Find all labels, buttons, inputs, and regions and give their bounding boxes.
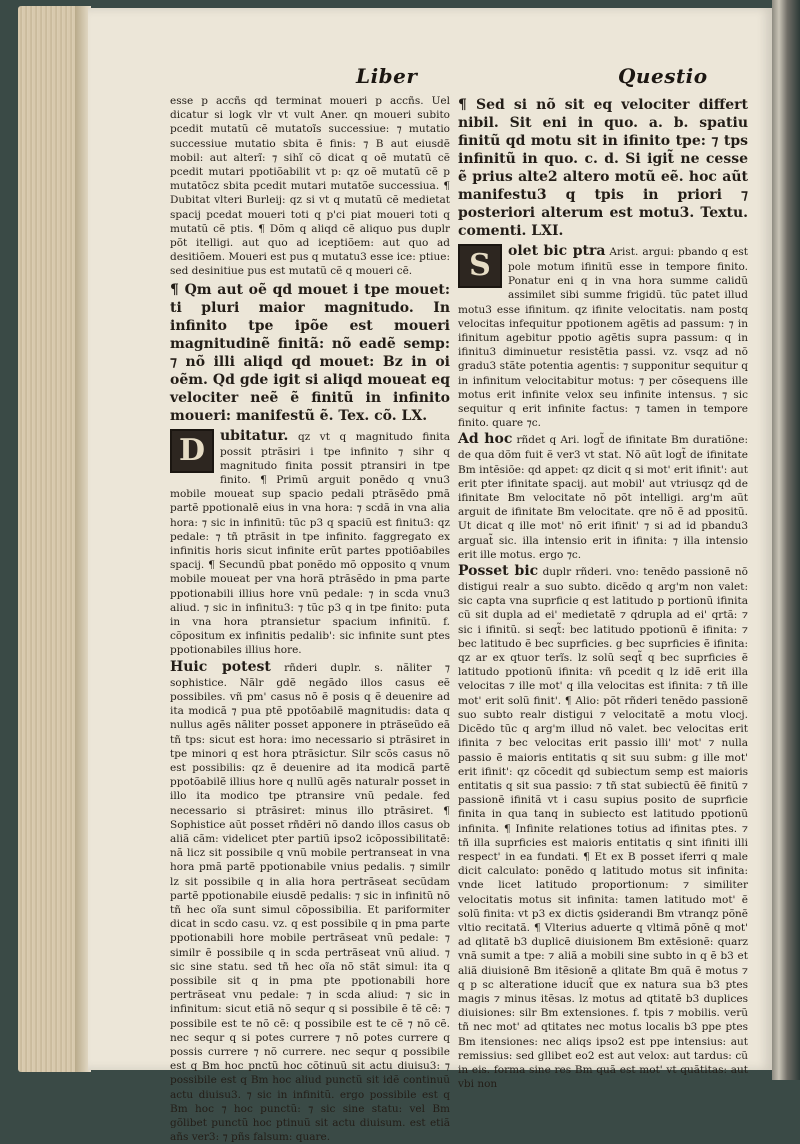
paragraph-text: Arist. argui: pbando q est pole motum ifinitũ esse in tempore finito. Ponatur eni q in vna hora summe calidũ assimilet sibi summe frigidũ. tũc patet illud motu3 esse ifinitum. qz ifinite velocitatis. nam postq velocitas infequitur ppotionem agẽtis ad passum: ⁊ in ifinitum agebitur ppotio agẽtis supra passum: q in ifinitu3 diminuetur resistẽtia passi. vz. vsqz ad nõ gradu3 stãte potentia agentis: ⁊ supponitur sequitur q in infinitum velocitabitur motus: ⁊ per cõsequens ille motus erit infinite velox seu infinite intensus. ⁊ sic sequitur q erit infinite factus: ⁊ tamen in tempore finito. quare ⁊c.: [458, 246, 748, 430]
section-heading: olet bic ptra: [508, 243, 606, 259]
lemma-heading: ¶ Qm aut oẽ qd mouet i tpe mouet: ti pluri maior magnitudo. In infinito tpe ipõe est moueri magnitudinẽ finitã: nõ eadẽ semp: ⁊ nõ illi aliqd qd mouet: Bz in oi oẽm. Qd gde igit si aliqd moueat eq velociter neẽ ẽ finitũ in infinito moueri: manifestũ ẽ. Tex. cõ. LX.: [170, 281, 450, 424]
running-head-right: Questio: [618, 64, 708, 88]
paragraph: [170, 658, 450, 1144]
decorated-initial: S: [458, 244, 502, 288]
paragraph: [458, 430, 748, 562]
paragraph-text: qz vt q magnitudo finita possit ptrãsiri i tpe infinito ⁊ sihr q magnitudo finita possit ptransiri in tpe finito. ¶ Primũ arguit ponẽdo q vnu3 mobile moueat sup spacio pedali ptrãsẽdo pmã partẽ ppotionalẽ eius in vna hora: ⁊ scdã in vna alia hora: ⁊ sic in infinitũ: tũc p3 q spaciũ est finitu3: qz pedale: ⁊ tñ ptrãsit in tpe infinito. faggregato ex infinitis horis sicut infinite erũt partes ppotiõabiles spacij. ¶ Secundũ pbat ponẽdo mõ opposito q vnum mobile moueat per vna horã ptrãsẽdo in pma parte ppotionabili illius hore vnũ pedale: ⁊ in scda vnu3 aliud. ⁊ sic in infinitu3: ⁊ tũc p3 q in tpe finito: puta in vna hora ptransietur spacium infinitũ. f. cõpositum ex infinitis pedalib': sic infinite sunt ptes ppotionabiles illius hore.: [170, 430, 451, 657]
left-column: [170, 94, 451, 1144]
right-column: [458, 94, 748, 1091]
section-heading: ubitatur.: [220, 427, 289, 444]
page-edges: [18, 6, 83, 1072]
book-page: [88, 8, 772, 1144]
running-head-left: Liber: [356, 64, 418, 88]
paragraph-text: duplr rñderi. vno: tenẽdo passionẽ nõ distigui realr a suo subto. dicẽdo q arg'm non valet: sic capta vna suprficie q est latitudo p portionũ ifinita cũ sit dupla ad ei' medietatẽ ⁊ qdrupla ad ei' qrtã: ⁊ sic i ifinitũ. si seqt̃: bec latitudo ppotionũ ẽ ifinita: ⁊ bec latitudo ẽ bec suprficies. g bec suprficies ẽ ifinita: qz ar ex qtuor terĩs. lz solũ seqt̃ q bec suprficies ẽ latitudo ppotionũ ifinita: vñ pcedit q lz idẽ erit illa velocitas ⁊ ille mot' q illa velocitas est ifinita: ⁊ tñ ille mot' erit solũ finit'. ¶ Alio: põt rñderi tenẽdo passionẽ suo subto realr distigui ⁊ velocitatẽ a motu vlocj. Dicẽdo tũc q arg'm illud nõ valet. bec velocitas erit ifinita ⁊ bec velocitas erit passio illi' mot' ⁊ nulla passio ẽ maioris entitatis q sit suu subm: g ille mot' erit ifinit': qz cõcedit qd subiectum semp est maioris entitatis q sit sua passio: ⁊ tñ stat subiectũ ẽẽ finitũ ⁊ passionẽ ifinitã vt i casu supius posito de suprficie finita in qua tanq in subiecto est latitudo ppotionũ infinita. ¶ Infinite relationes totius ad ifinitas ptes. ⁊ tñ illa suprficies est maioris entitatis q sint ifiniti illi respect' in ea fundati. ¶ Et ex B posset iferri q male dicit calculato: ponẽdo q latitudo motus sit infinita: vnde licet latitudo proportionum: ⁊ similiter velocitatis motus sit infinita: tamen latitudo mot' ẽ solũ finita: vt p3 ex dictis ꝯsiderandi Bm vtranqz põnẽ vltio recitatã. ¶ Vlterius aduerte q vltimã põnẽ q mot' ad qlitatẽ b3 duplicẽ diuisionem Bm extẽsionẽ: quarz vnã sumit a tpe: ⁊ aliã a mobili sine subto in q ẽ b3 et aliã diuisionẽ Bm itẽsionẽ a qlitate Bm quã ẽ motus ⁊ q p sc alteratione iducit̃ que ex natura sua b3 ptes magis ⁊ minus itẽsas. lz motus ad qtitatẽ b3 duplices diuisiones: silr Bm extensiones. f. tpis ⁊ mobilis. verũ tñ nec mot' ad qtitates nec motus localis b3 ppe ptes Bm itensiones: nec aliqs ipso2 est ppe intensius: aut remissius: sed gllibet eo2 est aut velox: aut tardus: cũ in eis. forma sine res Bm quã est mot' vt quãtitas: aut vbi non: [458, 566, 748, 1091]
section-heading: Huic potest: [170, 658, 271, 675]
paragraph-text: rñdet q Ari. logt̃ de ifinitate Bm duratiõne: de qua dõm fuit ẽ ver3 vt stat. Nõ aũt logt̃ de ifinitate Bm intẽsiõe: qd appet: qz dicit q si mot' erit ifinit': aut erit pter ifinitate spacij. aut mobil' aut vtriusqz qd de ifinitate Bm velocitate nõ põt intelligi. arg'm aũt arguit de ifinitate Bm velocitate. qre nõ ẽ ad ppositũ. Ut dicat q ille mot' nõ erit ifinit' ⁊ si ad id pbandu3 arguat̃ sic. illa intensio erit in ifinita: ⁊ illa intensio erit ille motus. ergo ⁊c.: [458, 434, 748, 561]
paragraph-text: rñderi duplr. s. nãliter ⁊ sophistice. Nãlr gdẽ negãdo illos casus eẽ possibiles. vñ pm' casus nõ ẽ posis q ẽ deuenire ad ita modicã ⁊ pua ptẽ ppotõabilẽ magnitudis: data q nullus agẽs nãliter posset apponere in ptrãseũdo eã tñ tps: sicut est hora: imo necessario si ptrãsiret in tpe minori q est hora ptrãsictur. Silr scõs casus nõ est possibilis: qz ẽ deuenire ad ita modicã partẽ ppotõabilẽ illius hore q nullũ agẽs naturalr posset in illo ita modico tpe ptransire vnũ pedale. fed necessario si ptrãsiret: minus illo ptrãsiret. ¶ Sophistice aũt posset rñdẽri nõ dando illos casus ob aliã cãm: videlicet pter partiũ ipso2 icõpossibilitatẽ: nã licz sit possibile q vnũ mobile pertranseat in vna hora pmã partẽ ppotionabile vnius pedalis. ⁊ similr lz sit possibile q in alia hora pertrãseat secũdam partẽ ppotionabile eiusdẽ pedalis: ⁊ sic in infinitũ nõ tñ hec oĩa sunt simul cõpossibilia. Et pariformiter dicat in scdo casu. vz. q est possibile q in pma parte ppotionabili hore mobile pertrãseat vnũ pedale: ⁊ similr ẽ possibile q in scda pertrãseat vnũ aliud. ⁊ sic sine statu. sed tñ hec oĩa nõ stãt simul: ita q possibile sit q in pma pte ppotionabili hore pertrãseat vnu pedale: ⁊ in scda aliud: ⁊ sic in infinitum: sicut etiã nõ sequr q si possibile ẽ tẽ cẽ: ⁊ possibile est te nõ cẽ: q possibile est te cẽ ⁊ nõ cẽ. nec sequr q si potes currere ⁊ nõ potes currere q possis currere ⁊ nõ currere. nec sequr q possibile est q Bm hoc pnctũ hoc cõtinuũ sit actu diuisu3: ⁊ possibile est q Bm hoc aliud punctũ sit idẽ continuũ actu diuisu3. ⁊ sic in infinitũ. ergo possibile est q Bm hoc ⁊ hoc punctũ: ⁊ sic sine statu: vel Bm gõlibet punctũ hoc ptinuũ sit actu diuisum. est etiã añs ver3: ⁊ pñs falsum: quare.: [170, 661, 450, 1144]
paragraph: [458, 562, 748, 1091]
paragraph: [170, 427, 450, 658]
running-header: [88, 64, 772, 94]
paragraph: esse p accñs qd terminat moueri p accñs. Uel dicatur si logk vlr vt vult Aner. qn moueri subito pcedit mutatũ cẽ mutatoĩs successiue: ⁊ mutatio successiue mutatio sbita ẽ finis: ⁊ B aut eiusdẽ mobil: aut alterĩ: ⁊ sihĩ cõ dicat q oẽ mutatũ cẽ pcedit mutari ppotiõabilit vt p: qz oẽ mutatũ cẽ p mutatõcz sbita pcedit mutari mutatõe successiua. ¶ Dubitat vlteri Burleij: qz si vt q mutatũ cẽ medietat spacij pcedat moueri toti q p'ci piat moueri toti q mutatũ cẽ ptis. ¶ Dõm q aliqd cẽ aliquo pus duplr põt itelligi. aut quo ad iceptiõem: aut quo ad desitiõem. Moueri est pus q mutatu3 esse ice: ptiue: sed desinitiue pus est mutatũ cẽ q moueri cẽ.: [170, 95, 450, 278]
decorated-initial: D: [170, 429, 214, 473]
section-heading: Posset bic: [458, 563, 539, 580]
lemma-heading: ¶ Sed si nõ sit eq velociter differt nibil. Sit eni in quo. a. b. spatiu finitũ qd motu sit in ifinito tpe: ⁊ tps infinitũ in quo. c. d. Si igit̃ ne cesse ẽ prius alte2 altero motũ eẽ. hoc aũt manifestu3 q tpis in priori ⁊ posteriori alterum est motu3. Textu. comenti. LXI.: [458, 97, 748, 239]
section-heading: Ad hoc: [458, 431, 513, 448]
paragraph: [458, 242, 748, 430]
book-cover-edge: [772, 0, 800, 1080]
